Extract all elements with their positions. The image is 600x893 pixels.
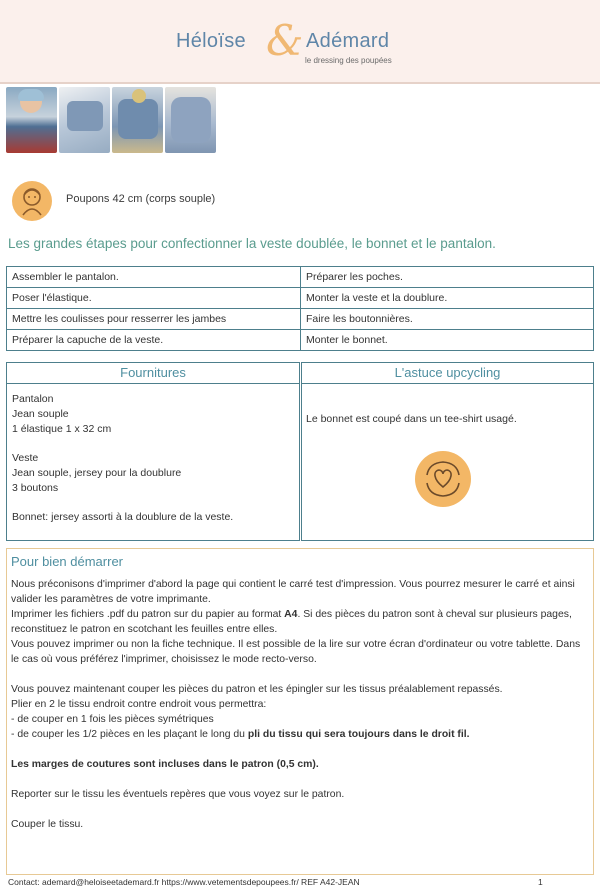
photo-jacket-back [112, 87, 163, 153]
photo-jacket-front [59, 87, 110, 153]
step-cell: Mettre les coulisses pour resserrer les jambes [7, 309, 301, 330]
paragraph: Les marges de coutures sont incluses dans le patron (0,5 cm). [11, 759, 319, 770]
page-number: 1 [538, 877, 543, 887]
hands-heart-icon [415, 451, 471, 507]
step-cell: Préparer la capuche de la veste. [7, 330, 301, 351]
table-row [7, 309, 594, 330]
table-row [7, 330, 594, 351]
getting-started-title: Pour bien démarrer [11, 554, 123, 569]
paragraph: Nous préconisons d'imprimer d'abord la page qui contient le carré test d'impression. Vous pourrez mesurer le carré et ainsi valider les paramètres de votre imprimante. [11, 579, 575, 605]
table-row [7, 267, 594, 288]
step-cell: Faire les boutonnières. [301, 309, 594, 330]
paragraph: - de couper les 1/2 pièces en les plaçant le long du pli du tissu qui sera toujours dans le droit fil. [11, 729, 470, 740]
supplies-item: Jean souple, jersey pour la doublure [12, 467, 182, 479]
supplies-item: Jean souple [12, 408, 69, 420]
supplies-box [6, 362, 300, 541]
photo-trousers [165, 87, 216, 153]
product-photos [6, 87, 216, 153]
brand-name-left: Héloïse [176, 30, 246, 52]
step-cell: Assembler le pantalon. [7, 267, 301, 288]
supplies-pantalon-heading: Pantalon [12, 393, 54, 405]
paragraph: Vous pouvez maintenant couper les pièces du patron et les épingler sur les tissus préalablement repassés. [11, 684, 503, 695]
brand-tagline: le dressing des poupées [305, 56, 392, 65]
brand-name-right: Adémard [306, 30, 390, 52]
step-cell: Préparer les poches. [301, 267, 594, 288]
footer-contact: Contact: ademard@heloiseetademard.fr https://www.vetementsdepoupees.fr/ REF A42-JEAN [8, 877, 360, 887]
brand-ampersand: & [266, 16, 304, 65]
doll-size-label: Poupons 42 cm (corps souple) [66, 193, 216, 205]
paragraph: Plier en 2 le tissu endroit contre endroit vous permettra: [11, 699, 267, 710]
table-row [7, 288, 594, 309]
supplies-item: 3 boutons [12, 482, 59, 494]
paragraph: - de couper en 1 fois les pièces symétriques [11, 714, 214, 725]
header-banner [0, 0, 600, 84]
doll-icon [12, 181, 52, 221]
getting-started-box [6, 548, 594, 875]
photo-doll-outfit [6, 87, 57, 153]
step-cell: Monter la veste et la doublure. [301, 288, 594, 309]
supplies-item: 1 élastique 1 x 32 cm [12, 423, 112, 435]
paragraph: Reporter sur le tissu les éventuels repères que vous voyez sur le patron. [11, 789, 345, 800]
paragraph: Couper le tissu. [11, 819, 84, 830]
supplies-title: Fournitures [7, 363, 299, 384]
supplies-list [7, 384, 299, 533]
upcycling-title: L'astuce upcycling [302, 363, 593, 384]
supplies-bonnet: Bonnet: jersey assorti à la doublure de la veste. [12, 511, 234, 523]
supplies-veste-heading: Veste [12, 452, 39, 464]
getting-started-text [11, 577, 589, 832]
paragraph: Vous pouvez imprimer ou non la fiche technique. Il est possible de la lire sur votre écran d'ordinateur ou votre tablette. Dans le cas où vous préférez l'imprimer, choisissez le mode recto-verso. [11, 639, 581, 665]
steps-table [6, 266, 594, 351]
steps-heading: Les grandes étapes pour confectionner la veste doublée, le bonnet et le pantalon. [8, 236, 496, 251]
upcycling-tip: Le bonnet est coupé dans un tee-shirt usagé. [306, 413, 517, 425]
step-cell: Poser l'élastique. [7, 288, 301, 309]
step-cell: Monter le bonnet. [301, 330, 594, 351]
upcycling-box [301, 362, 594, 541]
paragraph: Imprimer les fichiers .pdf du patron sur du papier au format A4. Si des pièces du patron sont à cheval sur plusieurs pages, reconstituez le patron en scotchant les feuilles entre elles. [11, 609, 572, 635]
